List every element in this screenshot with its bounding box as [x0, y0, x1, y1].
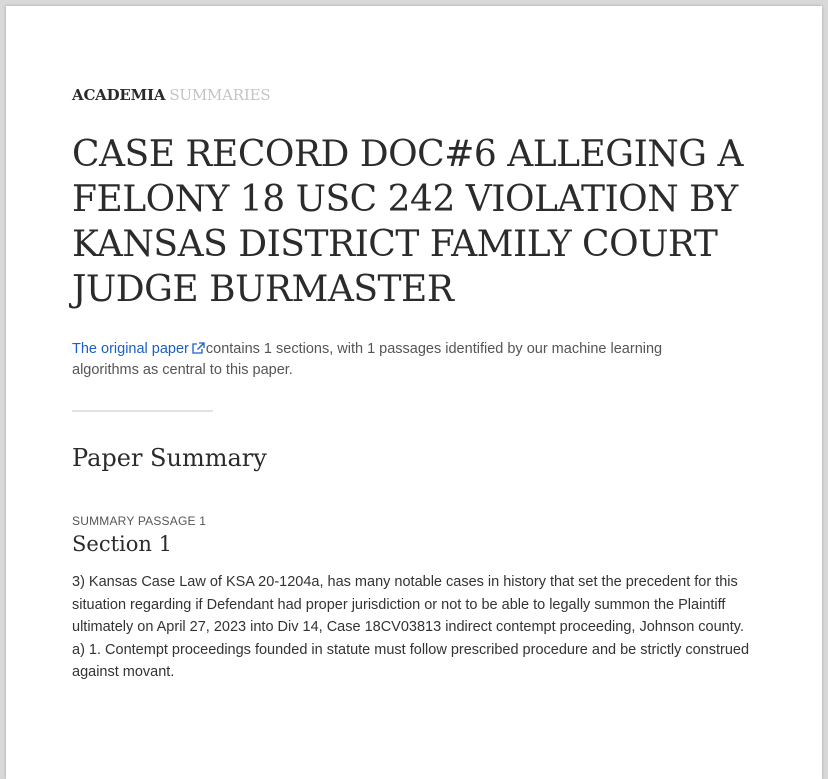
original-paper-link-label: The original paper — [72, 341, 189, 357]
intro-text: contains 1 sections, with 1 passages identified by our machine learning algorithms as central to this paper. — [72, 341, 663, 378]
section-divider — [72, 410, 213, 412]
brand-logo[interactable] — [72, 86, 270, 104]
paper-title: CASE RECORD DOC#6 ALLEGING A FELONY 18 USC 242 VIOLATION BY KANSAS DISTRICT FAMILY COURT JUDGE BURMASTER — [72, 134, 743, 310]
document-page — [6, 6, 822, 779]
external-link-icon — [191, 342, 205, 354]
passage-text: 3) Kansas Case Law of KSA 20-1204a, has many notable cases in history that set the precedent for this situation regarding if Defendant had proper jurisdiction or not to be able to legally summon the Plaintiff ultimately on April 27, 2023 into Div 14, Case 18CV03813 indirect contempt proceeding, Johnson county. a) 1. Contempt proceedings founded in statute must follow prescribed procedure and be strictly construed against movant. — [72, 574, 750, 680]
summary-heading: Paper Summary — [72, 444, 267, 472]
passage-label: SUMMARY PASSAGE 1 — [72, 514, 207, 528]
intro-paragraph — [72, 339, 722, 381]
passage-section-heading: Section 1 — [72, 532, 172, 556]
brand-primary: ACADEMIA — [72, 86, 166, 104]
brand-secondary: SUMMARIES — [169, 86, 271, 104]
original-paper-link[interactable] — [72, 341, 206, 357]
